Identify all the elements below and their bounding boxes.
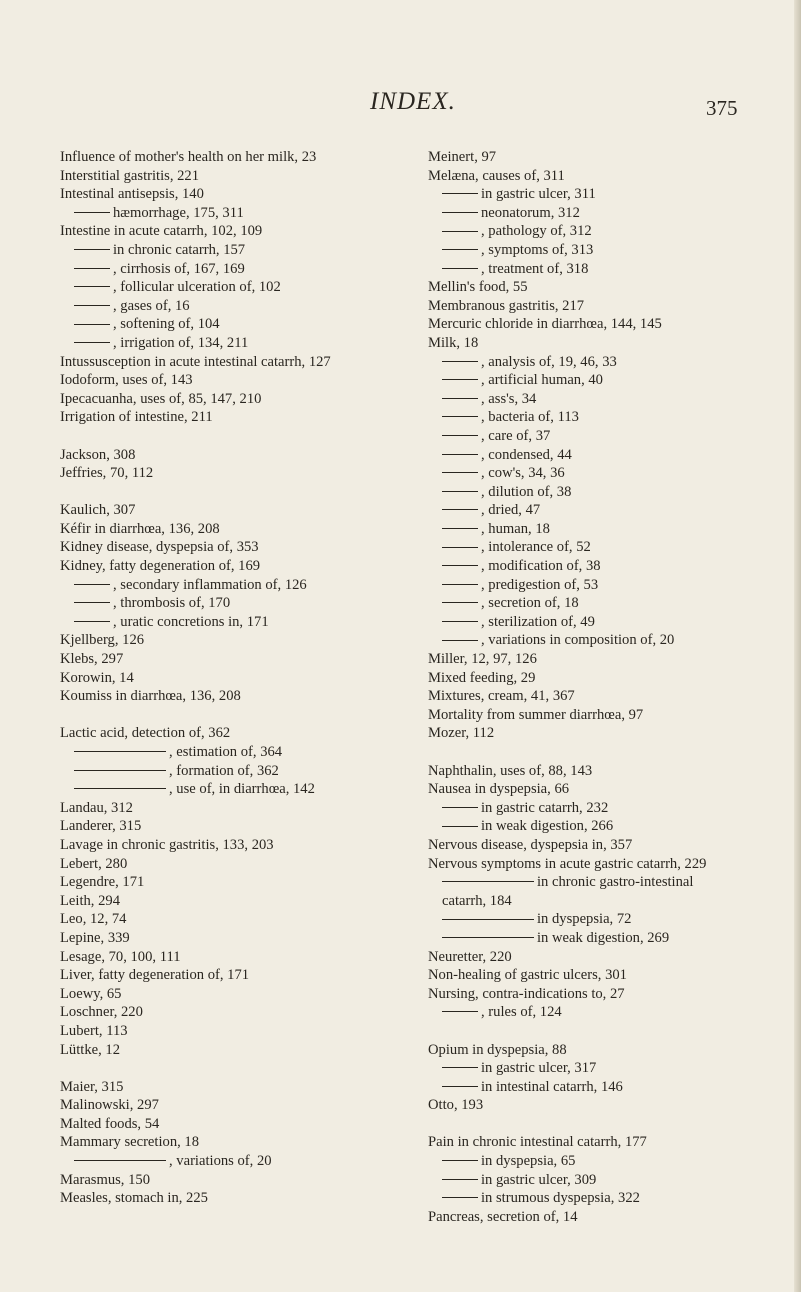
index-entry: Intestine in acute catarrh, 102, 109: [60, 223, 263, 240]
index-subentry: [428, 631, 773, 650]
index-entry: Measles, stomach in, 225: [60, 1190, 208, 1207]
index-entry: Lavage in chronic gastritis, 133, 203: [60, 836, 274, 853]
index-entry: Malted foods, 54: [60, 1115, 160, 1132]
ditto-dash: [74, 584, 110, 585]
ditto-dash: [442, 361, 478, 362]
index-subentry-text: in weak digestion, 266: [481, 818, 614, 835]
index-subentry-text: , variations of, 20: [169, 1153, 272, 1170]
index-subentry-text: , modification of, 38: [481, 558, 601, 575]
index-entry: Kaulich, 307: [60, 502, 136, 519]
index-subentry: [60, 260, 415, 279]
index-subentry: [428, 538, 773, 557]
index-subentry: [428, 929, 773, 948]
index-entry: Lüttke, 12: [60, 1041, 120, 1058]
index-entry: Mixed feeding, 29: [428, 669, 536, 686]
index-entry: Intestinal antisepsis, 140: [60, 186, 204, 203]
ditto-dash: [74, 268, 110, 269]
index-entry: Klebs, 297: [60, 651, 124, 668]
ditto-dash: [442, 193, 478, 194]
index-entry: Otto, 193: [428, 1097, 484, 1114]
index-subentry: [428, 408, 773, 427]
index-entry: Mortality from summer diarrhœa, 97: [428, 706, 644, 723]
ditto-dash: [442, 1067, 478, 1068]
index-entry: Kéfir in diarrhœa, 136, 208: [60, 520, 220, 537]
index-subentry-text: , pathology of, 312: [481, 223, 592, 240]
ditto-dash: [74, 751, 166, 752]
ditto-dash: [442, 231, 478, 232]
index-entry: Membranous gastritis, 217: [428, 297, 585, 314]
index-entry: Lubert, 113: [60, 1022, 128, 1039]
section-gap: [60, 427, 415, 446]
index-entry: Ipecacuanha, uses of, 85, 147, 210: [60, 390, 262, 407]
section-gap: [60, 1059, 415, 1078]
index-subentry-text: in gastric ulcer, 317: [481, 1060, 597, 1077]
ditto-dash: [74, 602, 110, 603]
index-subentry: [428, 501, 773, 520]
index-subentry: [428, 557, 773, 576]
index-subentry-text: , cow's, 34, 36: [481, 465, 565, 482]
ditto-dash: [442, 491, 478, 492]
ditto-dash: [442, 472, 478, 473]
index-subentry: [428, 241, 773, 260]
index-subentry-text: in dyspepsia, 72: [537, 911, 632, 928]
index-subentry-text: , condensed, 44: [481, 446, 572, 463]
ditto-dash: [74, 305, 110, 306]
ditto-dash: [74, 342, 110, 343]
ditto-dash: [442, 398, 478, 399]
section-gap: [428, 1022, 773, 1041]
index-entry: Malinowski, 297: [60, 1097, 159, 1114]
index-subentry-text: in gastric ulcer, 311: [481, 186, 596, 203]
index-entry: Jackson, 308: [60, 446, 136, 463]
index-entry: Nervous disease, dyspepsia in, 357: [428, 836, 633, 853]
index-entry: Mixtures, cream, 41, 367: [428, 688, 575, 705]
index-subentry: [428, 799, 773, 818]
ditto-dash: [74, 249, 110, 250]
index-subentry-text: , irrigation of, 134, 211: [113, 334, 249, 351]
index-entry: Jeffries, 70, 112: [60, 465, 154, 482]
index-subentry: [60, 297, 415, 316]
index-subentry: [428, 520, 773, 539]
index-subentry: [428, 576, 773, 595]
ditto-dash: [442, 1160, 478, 1161]
index-entry: Loewy, 65: [60, 985, 122, 1002]
index-subentry: [60, 613, 415, 632]
ditto-dash: [442, 1179, 478, 1180]
index-entry: Leo, 12, 74: [60, 911, 127, 928]
index-subentry-text: , human, 18: [481, 520, 550, 537]
ditto-dash: [442, 212, 478, 213]
section-gap: [60, 483, 415, 502]
index-subentry: [428, 1152, 773, 1171]
index-subentry-text: , ass's, 34: [481, 390, 537, 407]
index-subentry-text: in weak digestion, 269: [537, 929, 670, 946]
index-subentry-text: , uratic concretions in, 171: [113, 613, 269, 630]
index-entry: Lebert, 280: [60, 855, 128, 872]
index-subentry: [60, 334, 415, 353]
ditto-dash: [442, 249, 478, 250]
index-subentry: [428, 185, 773, 204]
index-subentry: [428, 1078, 773, 1097]
index-entry: Loschner, 220: [60, 1004, 143, 1021]
index-entry: Lactic acid, detection of, 362: [60, 725, 231, 742]
section-gap: [428, 1115, 773, 1134]
index-subentry-text: in chronic gastro-intestinal: [537, 874, 694, 891]
index-entry: Mercuric chloride in diarrhœa, 144, 145: [428, 316, 662, 333]
index-entry: Pancreas, secretion of, 14: [428, 1208, 578, 1225]
ditto-dash: [442, 509, 478, 510]
ditto-dash: [74, 788, 166, 789]
index-subentry-text: , bacteria of, 113: [481, 409, 579, 426]
index-entry: Nervous symptoms in acute gastric catarrh, 229: [428, 855, 707, 872]
ditto-dash: [74, 621, 110, 622]
index-entry: Melæna, causes of, 311: [428, 167, 565, 184]
ditto-dash: [74, 770, 166, 771]
index-subentry-text: , secretion of, 18: [481, 595, 579, 612]
index-subentry-text: , secondary inflammation of, 126: [113, 576, 307, 593]
index-subentry-text: in chronic catarrh, 157: [113, 241, 246, 258]
index-subentry-text: neonatorum, 312: [481, 204, 580, 221]
ditto-dash: [442, 416, 478, 417]
index-subentry-text: , symptoms of, 313: [481, 241, 594, 258]
ditto-dash: [442, 937, 534, 938]
ditto-dash: [442, 1086, 478, 1087]
index-subentry: [60, 762, 415, 781]
index-entry: Nausea in dyspepsia, 66: [428, 781, 570, 798]
index-entry: Korowin, 14: [60, 669, 134, 686]
index-subentry-text: , softening of, 104: [113, 316, 220, 333]
index-column-right: [428, 148, 773, 1226]
ditto-dash: [442, 807, 478, 808]
ditto-dash: [74, 286, 110, 287]
index-entry: Landerer, 315: [60, 818, 142, 835]
index-entry: Lepine, 339: [60, 929, 130, 946]
index-subentry: [428, 464, 773, 483]
ditto-dash: [442, 1011, 478, 1012]
index-subentry-text: , treatment of, 318: [481, 260, 589, 277]
index-entry: Marasmus, 150: [60, 1171, 150, 1188]
index-subentry: [428, 222, 773, 241]
page-number: 375: [706, 96, 738, 120]
index-entry: Mammary secretion, 18: [60, 1134, 200, 1151]
index-subentry-text: in gastric catarrh, 232: [481, 799, 609, 816]
index-subentry: [60, 594, 415, 613]
index-subentry: [428, 613, 773, 632]
index-subentry: [428, 594, 773, 613]
index-column-left: [60, 148, 415, 1208]
page-spine-shadow: [794, 0, 801, 1292]
index-subentry: [428, 817, 773, 836]
page-title: INDEX.: [370, 88, 456, 115]
index-subentry-text: , variations in composition of, 20: [481, 632, 675, 649]
index-entry: Nursing, contra-indications to, 27: [428, 985, 625, 1002]
index-subentry-text: , thrombosis of, 170: [113, 595, 231, 612]
index-entry: Intussusception in acute intestinal catarrh, 127: [60, 353, 331, 370]
ditto-dash: [442, 640, 478, 641]
ditto-dash: [442, 435, 478, 436]
index-entry: Non-healing of gastric ulcers, 301: [428, 967, 627, 984]
index-entry: Naphthalin, uses of, 88, 143: [428, 762, 593, 779]
index-subentry-text: , intolerance of, 52: [481, 539, 591, 556]
ditto-dash: [74, 324, 110, 325]
ditto-dash: [442, 565, 478, 566]
index-entry: Neuretter, 220: [428, 948, 512, 965]
index-entry: Mozer, 112: [428, 725, 495, 742]
index-entry: Pain in chronic intestinal catarrh, 177: [428, 1134, 647, 1151]
index-entry: Maier, 315: [60, 1078, 124, 1095]
ditto-dash: [442, 602, 478, 603]
index-subentry: [428, 1189, 773, 1208]
index-subentry: [428, 353, 773, 372]
index-entry: Irrigation of intestine, 211: [60, 409, 213, 426]
running-head: [0, 88, 801, 122]
index-entry: Milk, 18: [428, 334, 479, 351]
index-subentry: [60, 576, 415, 595]
index-entry: catarrh, 184: [442, 892, 512, 909]
ditto-dash: [442, 1197, 478, 1198]
index-entry: Meinert, 97: [428, 149, 497, 165]
index-subentry: [60, 278, 415, 297]
index-subentry-text: hæmorrhage, 175, 311: [113, 204, 244, 221]
index-subentry: [428, 1171, 773, 1190]
index-subentry: [428, 1003, 773, 1022]
index-subentry: [428, 390, 773, 409]
index-subentry: [428, 427, 773, 446]
index-subentry-text: , cirrhosis of, 167, 169: [113, 260, 245, 277]
index-entry: Koumiss in diarrhœa, 136, 208: [60, 688, 241, 705]
index-subentry: [428, 910, 773, 929]
ditto-dash: [442, 528, 478, 529]
index-entry: Landau, 312: [60, 799, 133, 816]
index-subentry-text: in strumous dyspepsia, 322: [481, 1190, 640, 1207]
ditto-dash: [442, 826, 478, 827]
index-subentry-text: in intestinal catarrh, 146: [481, 1078, 623, 1095]
ditto-dash: [442, 268, 478, 269]
index-subentry-text: , rules of, 124: [481, 1004, 562, 1021]
index-subentry: [428, 371, 773, 390]
index-subentry: [60, 1152, 415, 1171]
ditto-dash: [442, 584, 478, 585]
ditto-dash: [442, 919, 534, 920]
index-entry: Mellin's food, 55: [428, 279, 528, 296]
index-subentry-text: , sterilization of, 49: [481, 613, 595, 630]
index-subentry-text: in dyspepsia, 65: [481, 1153, 576, 1170]
index-subentry-text: , gases of, 16: [113, 297, 190, 314]
index-subentry-text: , dilution of, 38: [481, 483, 572, 500]
index-subentry: [428, 260, 773, 279]
index-entry: Influence of mother's health on her milk, 23: [60, 149, 317, 165]
index-entry: Kidney, fatty degeneration of, 169: [60, 558, 261, 575]
ditto-dash: [442, 379, 478, 380]
index-subentry: [428, 873, 773, 892]
index-subentry-text: , follicular ulceration of, 102: [113, 279, 281, 296]
index-subentry-text: , analysis of, 19, 46, 33: [481, 353, 617, 370]
index-entry: Leith, 294: [60, 892, 120, 909]
index-subentry-text: , care of, 37: [481, 427, 551, 444]
index-subentry-text: , artificial human, 40: [481, 372, 603, 389]
ditto-dash: [442, 547, 478, 548]
index-subentry: [60, 204, 415, 223]
index-subentry: [60, 780, 415, 799]
index-subentry: [60, 743, 415, 762]
section-gap: [428, 743, 773, 762]
index-entry: Liver, fatty degeneration of, 171: [60, 967, 250, 984]
ditto-dash: [442, 454, 478, 455]
index-entry: Kjellberg, 126: [60, 632, 145, 649]
index-entry: Opium in dyspepsia, 88: [428, 1041, 567, 1058]
ditto-dash: [442, 881, 534, 882]
index-subentry: [428, 1059, 773, 1078]
index-subentry-text: , use of, in diarrhœa, 142: [169, 781, 315, 798]
section-gap: [60, 706, 415, 725]
index-entry: Kidney disease, dyspepsia of, 353: [60, 539, 259, 556]
index-subentry-text: , predigestion of, 53: [481, 576, 599, 593]
ditto-dash: [442, 621, 478, 622]
index-entry: Iodoform, uses of, 143: [60, 372, 193, 389]
index-subentry: [60, 315, 415, 334]
index-subentry-text: , estimation of, 364: [169, 744, 283, 760]
index-subentry: [428, 446, 773, 465]
index-entry: Miller, 12, 97, 126: [428, 651, 537, 668]
ditto-dash: [74, 212, 110, 213]
ditto-dash: [74, 1160, 166, 1161]
index-subentry-text: , dried, 47: [481, 502, 541, 519]
index-subentry-text: , formation of, 362: [169, 762, 279, 779]
index-subentry: [428, 483, 773, 502]
index-subentry: [60, 241, 415, 260]
index-entry: Interstitial gastritis, 221: [60, 167, 200, 184]
index-subentry-text: in gastric ulcer, 309: [481, 1171, 597, 1188]
index-subentry: [428, 204, 773, 223]
index-entry: Lesage, 70, 100, 111: [60, 948, 181, 965]
index-entry: Legendre, 171: [60, 874, 145, 891]
